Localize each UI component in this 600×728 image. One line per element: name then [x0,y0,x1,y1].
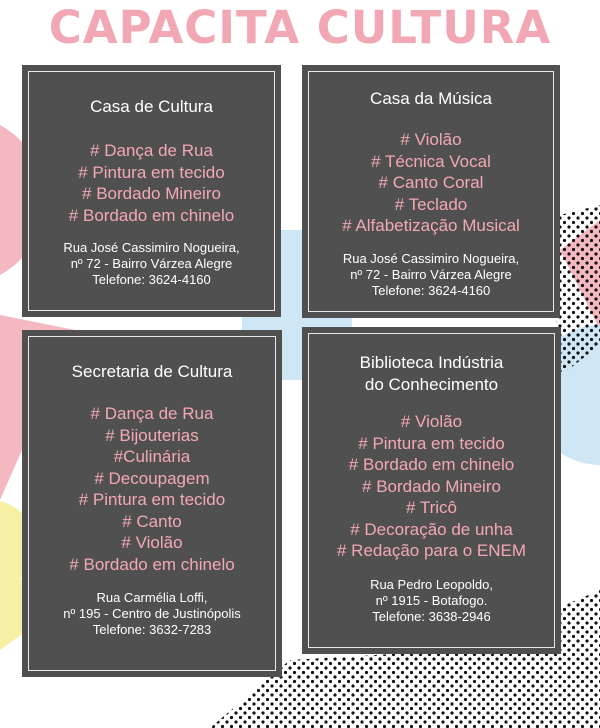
card-frame [308,71,554,312]
course-item: # Bordado Mineiro [82,184,221,203]
address-block [63,240,239,288]
address-line: nº 1915 - Botafogo. [375,592,488,608]
course-item: #Culinária [113,447,191,466]
course-list [69,140,234,226]
course-item: # Violão [400,130,462,149]
page-title: CAPACITA CULTURA [48,1,552,54]
course-item: # Decoupagem [94,468,210,488]
address-line: Telefone: 3638-2946 [372,608,491,624]
course-item: # Pintura em tecido [78,490,226,509]
course-item: # Violão [400,412,463,431]
course-item: # Pintura em tecido [78,162,225,182]
course-item: # Alfabetização Musical [342,216,520,235]
address-block [63,590,240,638]
card-title-line: Biblioteca Indústria [359,353,504,372]
course-item: # Redação para o ENEM [337,541,526,560]
course-card [302,65,560,318]
course-list [342,129,520,237]
course-item: # Tricô [405,498,458,517]
address-line: Telefone: 3632-7283 [92,622,212,637]
course-item: # Pintura em tecido [358,433,505,453]
course-item: # Bordado em chinelo [348,455,515,474]
card-frame [308,333,555,648]
course-item: # Dança de Rua [90,141,213,160]
card-title [370,88,492,110]
course-item: # Decoração de unha [350,519,513,539]
address-line: Telefone: 3624-4160 [371,282,491,298]
card-title-line: Casa da Música [370,89,492,108]
course-item: # Bijouterias [105,425,199,445]
course-item: # Bordado Mineiro [362,476,501,496]
address-line: nº 72 - Bairro Várzea Alegre [350,266,512,282]
course-card [22,330,282,677]
card-title [90,96,213,118]
course-item: # Canto Coral [378,173,484,192]
course-list [69,403,234,575]
address-line: Telefone: 3624-4160 [92,272,211,287]
address-line: nº 72 - Bairro Várzea Alegre [70,256,233,271]
card-title [360,352,504,396]
card-title [72,361,233,383]
course-item: # Dança de Rua [90,404,214,423]
card-title-line: Casa de Cultura [90,97,213,116]
card-frame [28,336,276,671]
course-item: # Técnica Vocal [371,151,491,171]
course-item: # Teclado [394,194,468,214]
course-item: # Violão [121,533,183,552]
card-title-line: Secretaria de Cultura [71,362,233,381]
address-line: nº 195 - Centro de Justinópolis [63,606,241,621]
course-item: # Bordado em chinelo [68,205,235,225]
course-list [337,411,526,562]
address-block [370,577,493,625]
course-card [302,327,561,654]
course-card [22,65,281,317]
address-line: Rua José Cassimiro Nogueira, [342,250,520,266]
card-frame [28,71,275,311]
address-line: Rua Carmélia Loffi, [96,590,208,605]
address-block [343,251,519,299]
address-line: Rua Pedro Leopoldo, [370,576,493,592]
card-title-line: do Conhecimento [364,375,499,394]
course-item: # Bordado em chinelo [69,554,235,574]
course-item: # Canto [122,511,182,531]
address-line: Rua José Cassimiro Nogueira, [63,240,240,255]
